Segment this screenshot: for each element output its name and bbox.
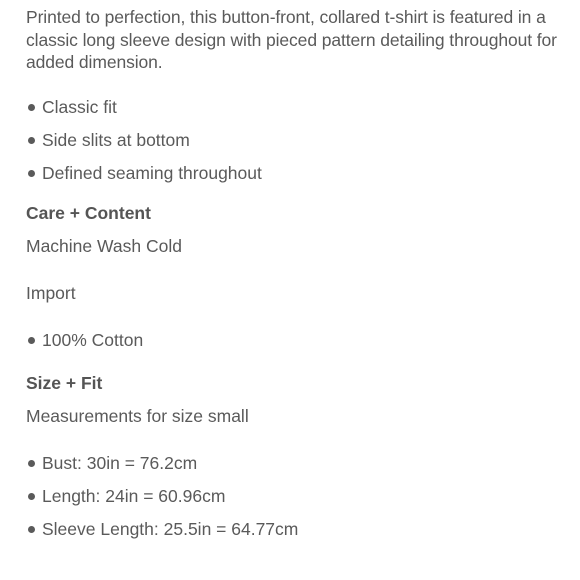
- measurement-note: Measurements for size small: [26, 405, 249, 426]
- product-details: [26, 6, 566, 551]
- list-item: [26, 96, 566, 118]
- origin-text: Import: [26, 282, 76, 303]
- list-item: [26, 162, 566, 184]
- size-fit-heading: Size + Fit: [26, 372, 103, 393]
- list-item: [26, 452, 566, 474]
- measurement-label: Bust: 30in = 76.2cm: [42, 452, 198, 473]
- bullet-icon: [28, 493, 35, 500]
- care-content-heading: Care + Content: [26, 202, 151, 223]
- feature-label: Side slits at bottom: [42, 129, 190, 150]
- bullet-icon: [28, 460, 35, 467]
- feature-list: [26, 96, 566, 184]
- product-description: Printed to perfection, this button-front, collared t-shirt is featured in a classic long sleeve design with pieced pattern detailing throughout for added dimension.: [26, 7, 557, 72]
- feature-label: Classic fit: [42, 96, 117, 117]
- wash-instructions: Machine Wash Cold: [26, 235, 182, 256]
- list-item: [26, 329, 566, 351]
- list-item: [26, 485, 566, 507]
- material-list: [26, 329, 566, 351]
- measurement-label: Length: 24in = 60.96cm: [42, 485, 226, 506]
- list-item: [26, 518, 566, 540]
- bullet-icon: [28, 170, 35, 177]
- material-label: 100% Cotton: [42, 329, 144, 350]
- feature-label: Defined seaming throughout: [42, 162, 262, 183]
- list-item: [26, 129, 566, 151]
- measurement-list: [26, 452, 566, 540]
- bullet-icon: [28, 104, 35, 111]
- bullet-icon: [28, 337, 35, 344]
- bullet-icon: [28, 526, 35, 533]
- bullet-icon: [28, 137, 35, 144]
- measurement-label: Sleeve Length: 25.5in = 64.77cm: [42, 518, 299, 539]
